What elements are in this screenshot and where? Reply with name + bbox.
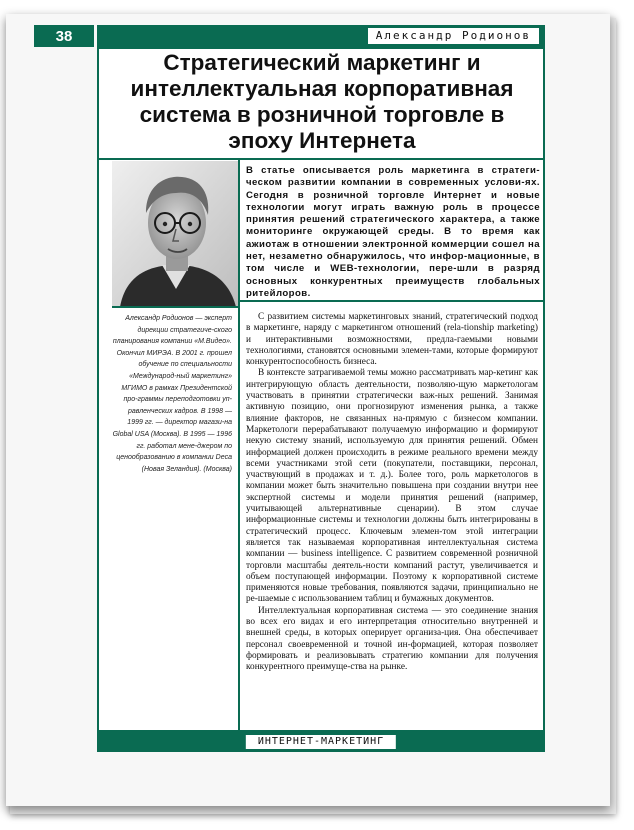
- section-name: ИНТЕРНЕТ-МАРКЕТИНГ: [246, 735, 396, 749]
- lead-divider: [238, 300, 545, 302]
- column-divider: [238, 160, 240, 732]
- title-divider: [97, 158, 545, 160]
- running-header: [97, 25, 545, 47]
- title-line: Стратегический маркетинг и: [163, 50, 481, 75]
- running-footer: [97, 732, 545, 752]
- article-body: [246, 312, 538, 674]
- page-number: 38: [34, 25, 94, 47]
- title-line: эпоху Интернета: [228, 128, 416, 153]
- article-title: [112, 50, 532, 154]
- title-line: система в розничной торговле в: [139, 102, 505, 127]
- photo-divider: [112, 306, 240, 308]
- title-line: интеллектуальная корпоративная: [130, 76, 514, 101]
- article-lead: В статье описывается роль маркетинга в стратеги-ческом развитии компании в современных услови-ях. Сегодня в розничной торговле Интернет и новые технологии могут играть важную роль в процессе принятия решений стратегического характера, а также мониторинге окружающей среды. В то время как ажиотаж в отношении электронной коммерции сошел на нет, незаметно обнаружилось, что инфор-мационные, в том числе и WEB-технологии, пере-шли в разряд основных конкурентных преимуществ глобальных ритейлоров.: [246, 165, 540, 299]
- author-photo: [112, 161, 239, 307]
- author-bio: Александр Родионов — эксперт дирекции стратегиче-ского планирования компании «М.Видео». Окончил МИРЭА. В 2001 г. прошел обучение по специальности «Международ-ный маркетинг» МГИМО в рамках Президентской про-граммы переподготовки уп-равленческих кадров. В 1998 — 1999 гг. — директор магази-на Global USA (Москва). В 1995 — 1996 гг. работал мене-джером по ценообразованию в компании Deca (Новая Зеландия). (Москва): [112, 315, 232, 473]
- header-author-name: Александр Родионов: [368, 28, 539, 44]
- body-paragraph: Интеллектуальная корпоративная система — это соединение знания во всех его видах и его интерпретация относительно внутренней и внешней среды, в которых оперирует организа-ция. Она обеспечивает персонал своевременной и точной ин-формацией, которая позволяет формировать и реализовывать стратегию компании для получения конкурентного преимуще-ства на рынке.: [246, 605, 538, 673]
- body-paragraph: С развитием системы маркетинговых знаний, стратегический подход в маркетинге, наряду с маркетингом отношений (rela-tionship marketing) и интерактивными возможностями, предла-гаемыми новыми технологиями, становятся основными элемен-тами, которые формируют конкурентоспособность бизнеса.: [246, 312, 538, 368]
- body-paragraph: В контексте затрагиваемой темы можно рассматривать мар-кетинг как интегрирующую область деятельности, позволяю-щую маркетологам участвовать в принятии стратегически важ-ных решений. Занимая активную позицию, они прогнозируют изменения рынка, а также влияние факторов, не связанных на-прямую с бизнесом компании. Маркетологи перерабатывают получаемую информацию и формируют некую систему знаний, используемую для принятия решений. Обмен информацией должен происходить в режиме реального времени между всеми участниками этой сети (покупатели, поставщики, персонал, участвующий в продажах и т. д.). Более того, роль маркетологов в компании может быть значительно повышена при создании внутри нее экспертной системы и модели принятия решений (например, учитывающей альтернативные сценарии). В этом случае информационные системы и технологии должны быть интегрированы в стратегический процесс. Ключевым элемен-том этой интеграции является так называемая корпоративная интеллектуальная система компании — business intelligence. С развитием современной розничной торговли масштабы деятель-ности компаний растут, увеличивается и объем поступающей информации. Поэтому к корпоративной системе применяются новые требования, появляются задачи, принципиально не ре-шаемые с использованием таблиц и бумажных документов.: [246, 368, 538, 605]
